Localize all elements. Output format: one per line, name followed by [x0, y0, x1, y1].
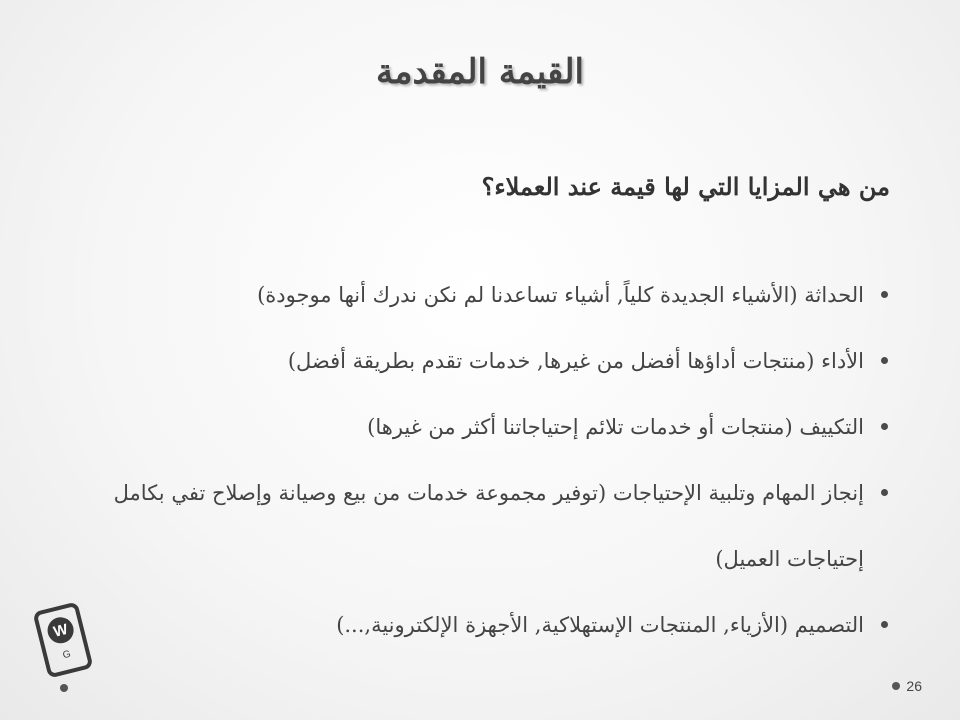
logo-letter-bottom: G — [61, 648, 72, 662]
bullet-text: التكييف (منتجات أو خدمات تلائم إحتياجاتنا أكثر من غيرها) — [367, 415, 864, 439]
bullet-dot-icon — [881, 423, 888, 430]
bullet-text: إنجاز المهام وتلبية الإحتياجات (توفير مجموعة خدمات من بيع وصيانة وإصلاح تفي بكامل إحتياجات العميل) — [113, 481, 864, 571]
bullet-text: التصميم (الأزياء, المنتجات الإستهلاكية, الأجهزة الإلكترونية,...) — [336, 613, 864, 637]
slide-title: القيمة المقدمة — [376, 52, 584, 92]
wg-logo-icon — [28, 600, 98, 680]
bullet-dot-icon — [881, 357, 888, 364]
page-number: 26 — [906, 678, 922, 694]
bullet-dot-icon — [881, 489, 888, 496]
corner-dot-left — [60, 684, 68, 692]
bullet-text: الأداء (منتجات أداؤها أفضل من غيرها, خدمات تقدم بطريقة أفضل) — [287, 349, 864, 373]
slide-subtitle: من هي المزايا التي لها قيمة عند العملاء؟ — [481, 172, 890, 201]
page-number-area — [892, 678, 922, 694]
bullet-item — [80, 394, 890, 460]
bullet-text: الحداثة (الأشياء الجديدة كلياً, أشياء تساعدنا لم نكن ندرك أنها موجودة) — [257, 283, 864, 307]
bullet-item — [80, 460, 890, 592]
bullet-dot-icon — [881, 291, 888, 298]
bullet-item — [80, 328, 890, 394]
bullet-item — [80, 592, 890, 658]
bullet-dot-icon — [881, 621, 888, 628]
corner-dot-right — [892, 682, 900, 690]
bullet-list — [80, 262, 890, 658]
bullet-item — [80, 262, 890, 328]
logo-letter-top: W — [51, 620, 70, 641]
